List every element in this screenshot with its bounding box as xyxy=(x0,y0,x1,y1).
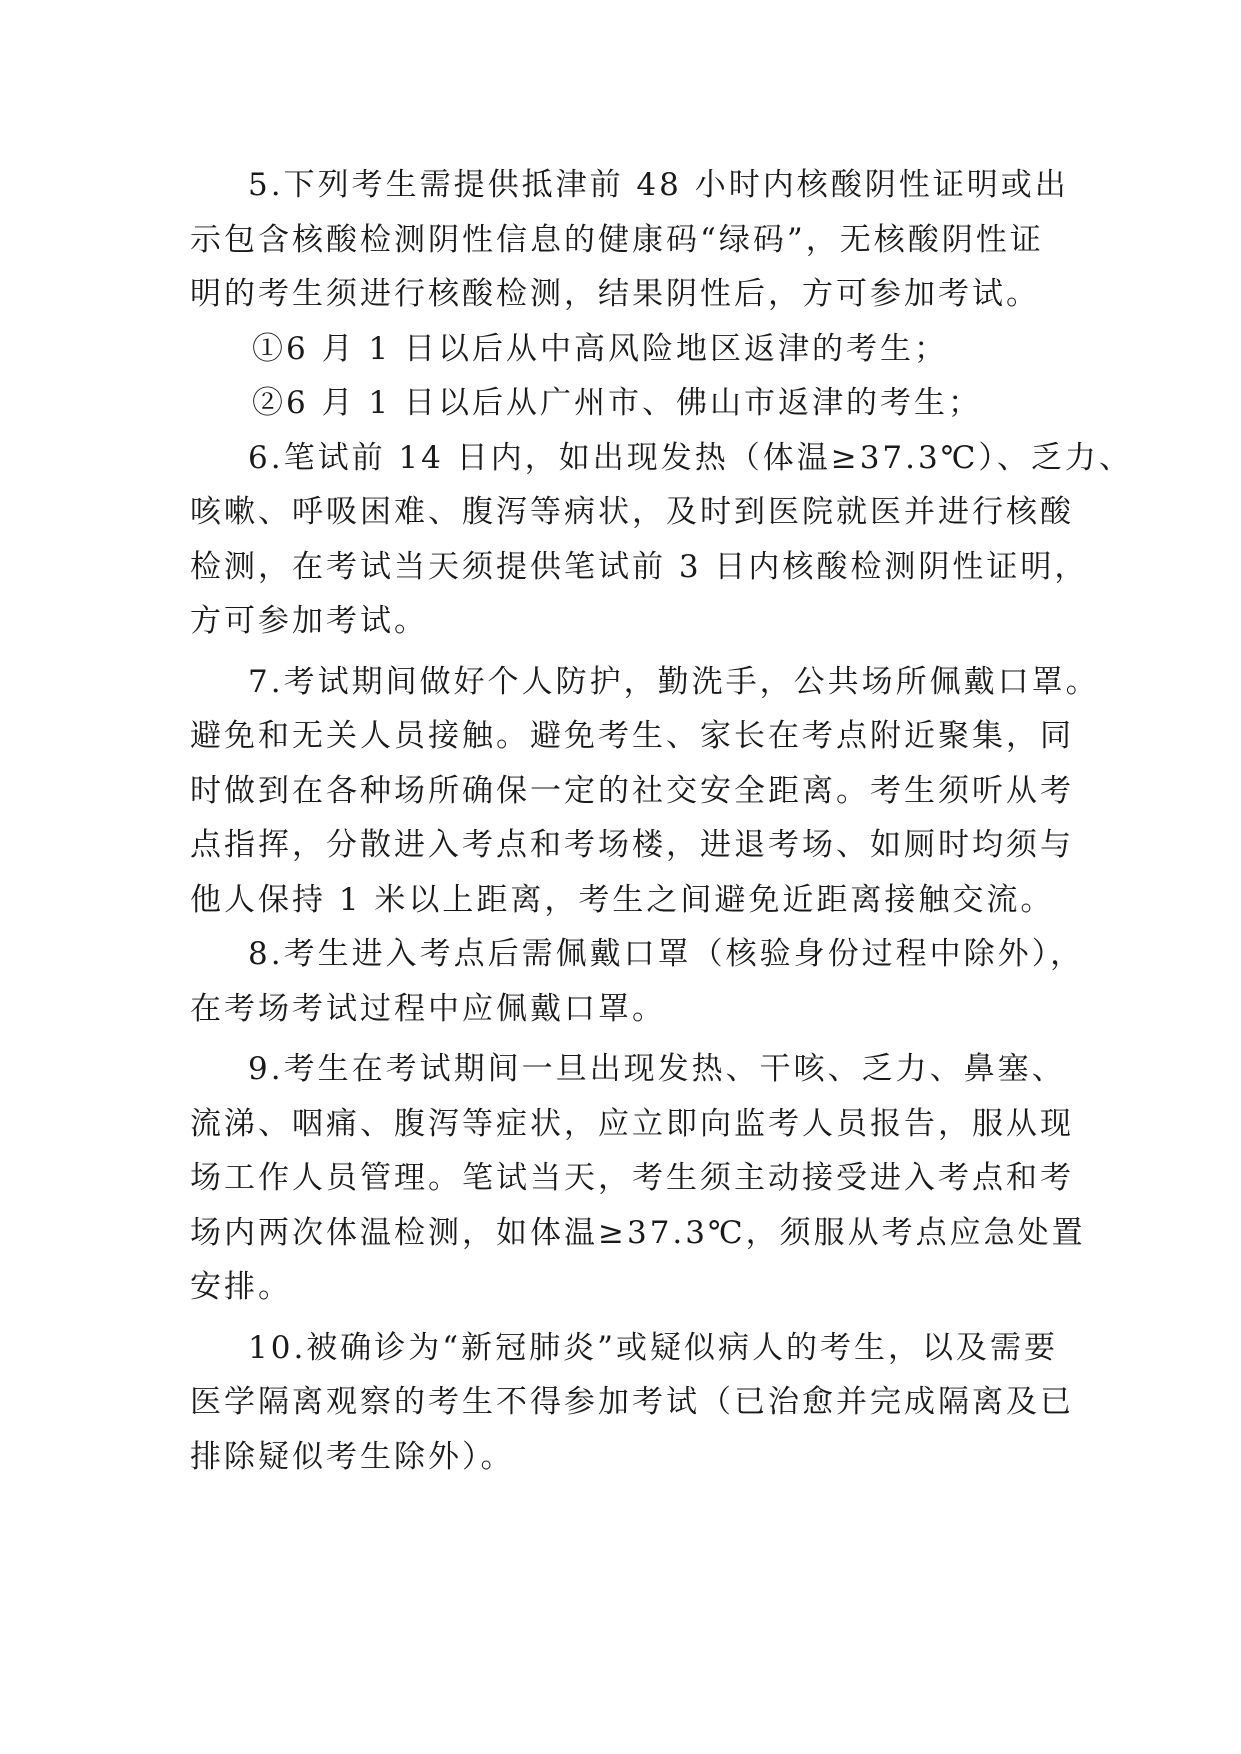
item-6-line-3: 检测，在考试当天须提供笔试前 3 日内核酸检测阴性证明， xyxy=(190,548,1089,585)
item-10-line-3: 排除疑似考生除外）。 xyxy=(190,1438,515,1475)
item-9-line-2: 流涕、咽痛、腹泻等症状，应立即向监考人员报告，服从现 xyxy=(190,1105,1074,1142)
item-7-line-1: 7.考试期间做好个人防护，勤洗手，公共场所佩戴口罩。 xyxy=(248,663,1100,700)
document-body xyxy=(190,158,1133,1484)
item-10-line-1: 10.被确诊为“新冠肺炎”或疑似病人的考生，以及需要 xyxy=(248,1329,1058,1366)
item-5-line-2: 示包含核酸检测阴性信息的健康码“绿码”，无核酸阴性证 xyxy=(190,221,1044,258)
item-7-line-4: 点指挥，分散进入考点和考场楼，进退考场、如厕时均须与 xyxy=(190,827,1074,863)
item-6-line-4: 方可参加考试。 xyxy=(190,603,428,639)
item-5-sub-1: ①6 月 1 日以后从中高风险地区返津的考生； xyxy=(252,330,949,367)
item-7-line-2: 避免和无关人员接触。避免考生、家长在考点附近聚集，同 xyxy=(190,718,1074,754)
item-5-line-3: 明的考生须进行核酸检测，结果阴性后，方可参加考试。 xyxy=(190,276,1040,312)
item-9-line-4: 场内两次体温检测，如体温≥37.3℃，须服从考点应急处置 xyxy=(190,1214,1086,1251)
item-8-line-1: 8.考生进入考点后需佩戴口罩（核验身份过程中除外）， xyxy=(248,936,1085,972)
item-9-line-1: 9.考生在考试期间一旦出现发热、干咳、乏力、鼻塞、 xyxy=(248,1051,1066,1087)
item-7-line-3: 时做到在各种场所确保一定的社交安全距离。考生须听从考 xyxy=(190,772,1074,809)
item-8-line-2: 在考场考试过程中应佩戴口罩。 xyxy=(190,990,666,1027)
item-5-sub-2: ②6 月 1 日以后从广州市、佛山市返津的考生； xyxy=(252,385,983,421)
item-5-line-1: 5.下列考生需提供抵津前 48 小时内核酸阴性证明或出 xyxy=(248,167,1069,203)
item-6-line-1: 6.笔试前 14 日内，如出现发热（体温≥37.3℃）、乏力、 xyxy=(248,439,1133,476)
item-10-line-2: 医学隔离观察的考生不得参加考试（已治愈并完成隔离及已 xyxy=(190,1384,1074,1420)
item-6-line-2: 咳嗽、呼吸困难、腹泻等病状，及时到医院就医并进行核酸 xyxy=(190,494,1074,530)
item-7-line-5: 他人保持 1 米以上距离，考生之间避免近距离接触交流。 xyxy=(190,881,1055,918)
item-9-line-5: 安排。 xyxy=(190,1269,292,1305)
item-9-line-3: 场工作人员管理。笔试当天，考生须主动接受进入考点和考 xyxy=(190,1160,1074,1196)
